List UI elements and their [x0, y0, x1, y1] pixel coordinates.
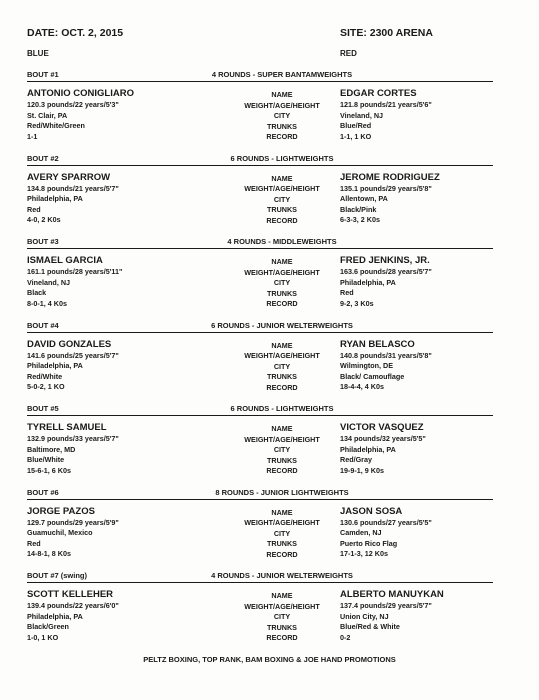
label-record: RECORD [266, 633, 298, 642]
fighter-stats: 137.4 pounds/29 years/5'7" [340, 601, 432, 610]
bout-weight-class: 6 ROUNDS - LIGHTWEIGHTS [230, 153, 334, 163]
bout-divider [27, 415, 493, 416]
label-name: NAME [271, 173, 293, 183]
fighter-record: 9-2, 3 K0s [340, 298, 374, 308]
bout-header [27, 319, 493, 331]
bout-weight-class: 4 ROUNDS - SUPER BANTAMWEIGHTS [211, 70, 353, 79]
bout-header [27, 486, 493, 498]
red-fighter [340, 88, 432, 142]
bout-divider [27, 81, 493, 82]
fighter-stats: 132.9 pounds/33 years/5'7" [27, 434, 119, 443]
fighter-record: 17-1-3, 12 K0s [340, 549, 388, 558]
fighter-stats: 135.1 pounds/29 years/5'8" [340, 183, 432, 193]
bout-card [27, 68, 493, 151]
blue-fighter [27, 172, 119, 226]
label-city: CITY [273, 612, 291, 621]
fighter-record: 18-4-4, 4 K0s [340, 382, 384, 391]
fighter-name: SCOTT KELLEHER [27, 589, 114, 600]
bout-number: BOUT #1 [27, 70, 59, 79]
bout-card [27, 235, 493, 318]
label-stats: WEIGHT/AGE/HEIGHT [244, 184, 320, 193]
bout-number: BOUT #4 [27, 320, 59, 330]
fighter-trunks: Black [27, 288, 47, 297]
bout-weight-class: 6 ROUNDS - LIGHTWEIGHTS [230, 404, 334, 413]
label-record: RECORD [266, 549, 298, 559]
bout-card [27, 486, 493, 569]
promoters-footer: PELTZ BOXING, TOP RANK, BAM BOXING & JOE HAND PROMOTIONS [143, 655, 396, 664]
fighter-city: Philadelphia, PA [27, 361, 83, 370]
label-record: RECORD [266, 299, 298, 308]
fighter-trunks: Black/Green [27, 622, 69, 631]
label-name: NAME [271, 90, 293, 99]
fighter-stats: 129.7 pounds/29 years/5'9" [27, 517, 119, 527]
label-name: NAME [271, 507, 293, 517]
label-name: NAME [271, 424, 293, 433]
fighter-trunks: Red/White [27, 371, 63, 381]
fighter-record: 6-3-3, 2 K0s [340, 215, 380, 224]
fighter-name: JEROME RODRIGUEZ [340, 171, 440, 183]
fighter-city: Wilmington, DE [340, 361, 394, 370]
bout-weight-class: 6 ROUNDS - JUNIOR WELTERWEIGHTS [211, 320, 353, 330]
red-fighter [340, 589, 444, 643]
bout-weight-class: 4 ROUNDS - MIDDLEWEIGHTS [227, 237, 337, 246]
fighter-stats: 163.6 pounds/28 years/5'7" [340, 267, 432, 276]
label-stats: WEIGHT/AGE/HEIGHT [244, 100, 320, 110]
label-trunks: TRUNKS [267, 205, 297, 214]
red-fighter [340, 422, 426, 476]
fighter-record: 0-2 [340, 632, 351, 642]
label-name: NAME [271, 591, 293, 600]
label-trunks: TRUNKS [267, 372, 297, 381]
fighter-name: ANTONIO CONIGLIARO [27, 88, 134, 99]
label-record: RECORD [266, 382, 298, 392]
bout-divider [27, 248, 493, 249]
label-city: CITY [273, 278, 291, 287]
bout-number: BOUT #3 [27, 237, 59, 246]
fighter-record: 19-9-1, 9 K0s [340, 465, 384, 475]
fighter-trunks: Red/White/Green [27, 121, 85, 130]
red-fighter [340, 255, 432, 309]
fighter-trunks: Red [340, 288, 354, 297]
label-stats: WEIGHT/AGE/HEIGHT [244, 267, 320, 277]
fighter-city: Philadelphia, PA [27, 611, 83, 621]
fighter-name: EDGAR CORTES [340, 88, 417, 99]
fighter-city: Baltimore, MD [27, 444, 76, 454]
fighter-name: TYRELL SAMUEL [27, 422, 107, 433]
fighter-record: 8-0-1, 4 K0s [27, 298, 67, 308]
fighter-trunks: Red [27, 204, 41, 214]
fighter-stats: 134.8 pounds/21 years/5'7" [27, 183, 119, 193]
fighter-city: Vineland, NJ [27, 277, 71, 287]
label-city: CITY [273, 445, 291, 454]
fighter-record: 1-1, 1 KO [340, 131, 372, 141]
fighter-record: 4-0, 2 K0s [27, 215, 61, 224]
fighter-trunks: Red [27, 538, 41, 548]
fighter-name: ISMAEL GARCIA [27, 255, 103, 266]
bout-header [27, 68, 493, 80]
date-line: DATE: OCT. 2, 2015 [27, 27, 124, 39]
fighter-trunks: Red/Gray [340, 455, 372, 464]
fighter-record: 5-0-2, 1 KO [27, 382, 65, 391]
label-name: NAME [271, 340, 293, 350]
label-trunks: TRUNKS [267, 455, 297, 465]
fighter-stats: 140.8 pounds/31 years/5'8" [340, 350, 432, 360]
label-record: RECORD [266, 466, 298, 475]
label-trunks: TRUNKS [267, 121, 297, 131]
fighter-trunks: Blue/White [27, 455, 65, 464]
red-fighter [340, 506, 432, 560]
fighter-trunks: Blue/Red [340, 121, 372, 130]
label-trunks: TRUNKS [267, 288, 297, 298]
bout-card [27, 152, 493, 235]
fighter-name: DAVID GONZALES [27, 338, 112, 350]
label-stats: WEIGHT/AGE/HEIGHT [244, 351, 320, 360]
bout-divider [27, 499, 493, 500]
fighter-record: 15-6-1, 6 K0s [27, 465, 71, 475]
fighter-trunks: Black/Pink [340, 204, 377, 214]
bout-card [27, 569, 493, 652]
fighter-stats: 120.3 pounds/22 years/5'3" [27, 100, 119, 109]
fighter-stats: 141.6 pounds/25 years/5'7" [27, 350, 119, 360]
fighter-name: VICTOR VASQUEZ [340, 422, 424, 433]
fighter-stats: 139.4 pounds/22 years/6'0" [27, 601, 119, 610]
blue-fighter [27, 506, 119, 560]
site-line: SITE: 2300 ARENA [340, 27, 433, 39]
red-fighter [340, 172, 440, 226]
bout-divider [27, 582, 493, 583]
blue-fighter [27, 88, 134, 142]
label-stats: WEIGHT/AGE/HEIGHT [244, 601, 320, 611]
fighter-name: JORGE PAZOS [27, 505, 95, 517]
fighter-trunks: Puerto Rico Flag [340, 538, 398, 548]
label-record: RECORD [266, 132, 298, 141]
red-fighter [340, 339, 432, 393]
bout-number: BOUT #5 [27, 404, 59, 413]
fighter-stats: 134 pounds/32 years/5'5" [340, 434, 426, 443]
fighter-name: FRED JENKINS, JR. [340, 255, 430, 266]
fighter-record: 14-8-1, 8 K0s [27, 549, 71, 558]
bout-divider [27, 165, 493, 166]
fighter-record: 1-1 [27, 131, 38, 141]
fighter-city: Philadelphia, PA [340, 277, 396, 287]
fighter-name: ALBERTO MANUYKAN [340, 589, 444, 600]
fighter-trunks: Black/ Camouflage [340, 371, 405, 381]
fighter-city: Philadelphia, PA [340, 444, 396, 454]
bout-number: BOUT #6 [27, 487, 59, 497]
bout-weight-class: 8 ROUNDS - JUNIOR LIGHTWEIGHTS [215, 487, 349, 497]
blue-fighter [27, 255, 122, 309]
bout-card [27, 402, 493, 485]
fighter-city: Camden, NJ [340, 528, 382, 537]
fighter-city: St. Clair, PA [27, 110, 68, 120]
fighter-name: JASON SOSA [340, 505, 403, 517]
bout-header [27, 402, 493, 414]
fighter-city: Union City, NJ [340, 611, 389, 621]
bout-weight-class: 4 ROUNDS - JUNIOR WELTERWEIGHTS [211, 571, 353, 580]
fighter-city: Guamuchil, Mexico [27, 528, 93, 537]
bout-divider [27, 332, 493, 333]
blue-fighter [27, 589, 119, 643]
fighter-record: 1-0, 1 KO [27, 632, 59, 642]
label-name: NAME [271, 257, 293, 266]
label-stats: WEIGHT/AGE/HEIGHT [244, 518, 320, 527]
fighter-trunks: Blue/Red & White [340, 622, 400, 631]
fighter-city: Vineland, NJ [340, 110, 384, 120]
bout-number: BOUT #2 [27, 153, 59, 163]
fighter-stats: 121.8 pounds/21 years/5'6" [340, 100, 432, 109]
bout-header [27, 235, 493, 247]
fighter-city: Philadelphia, PA [27, 194, 83, 203]
fighter-name: AVERY SPARROW [27, 171, 111, 183]
fighter-city: Allentown, PA [340, 194, 388, 203]
blue-corner-label: BLUE [27, 49, 49, 58]
fighter-stats: 161.1 pounds/28 years/5'11" [27, 267, 123, 276]
label-trunks: TRUNKS [267, 622, 297, 632]
red-corner-label: RED [340, 49, 357, 58]
label-record: RECORD [266, 215, 298, 225]
label-city: CITY [273, 361, 291, 371]
label-trunks: TRUNKS [267, 539, 297, 548]
fighter-name: RYAN BELASCO [340, 338, 415, 350]
blue-fighter [27, 339, 119, 393]
bout-card [27, 319, 493, 402]
bout-number: BOUT #7 (swing) [27, 571, 88, 580]
label-stats: WEIGHT/AGE/HEIGHT [244, 434, 320, 444]
fighter-stats: 130.6 pounds/27 years/5'5" [340, 517, 432, 527]
blue-fighter [27, 422, 119, 476]
label-city: CITY [273, 111, 291, 120]
bout-header [27, 152, 493, 164]
label-city: CITY [273, 194, 291, 204]
label-city: CITY [273, 528, 291, 538]
bout-header [27, 569, 493, 581]
